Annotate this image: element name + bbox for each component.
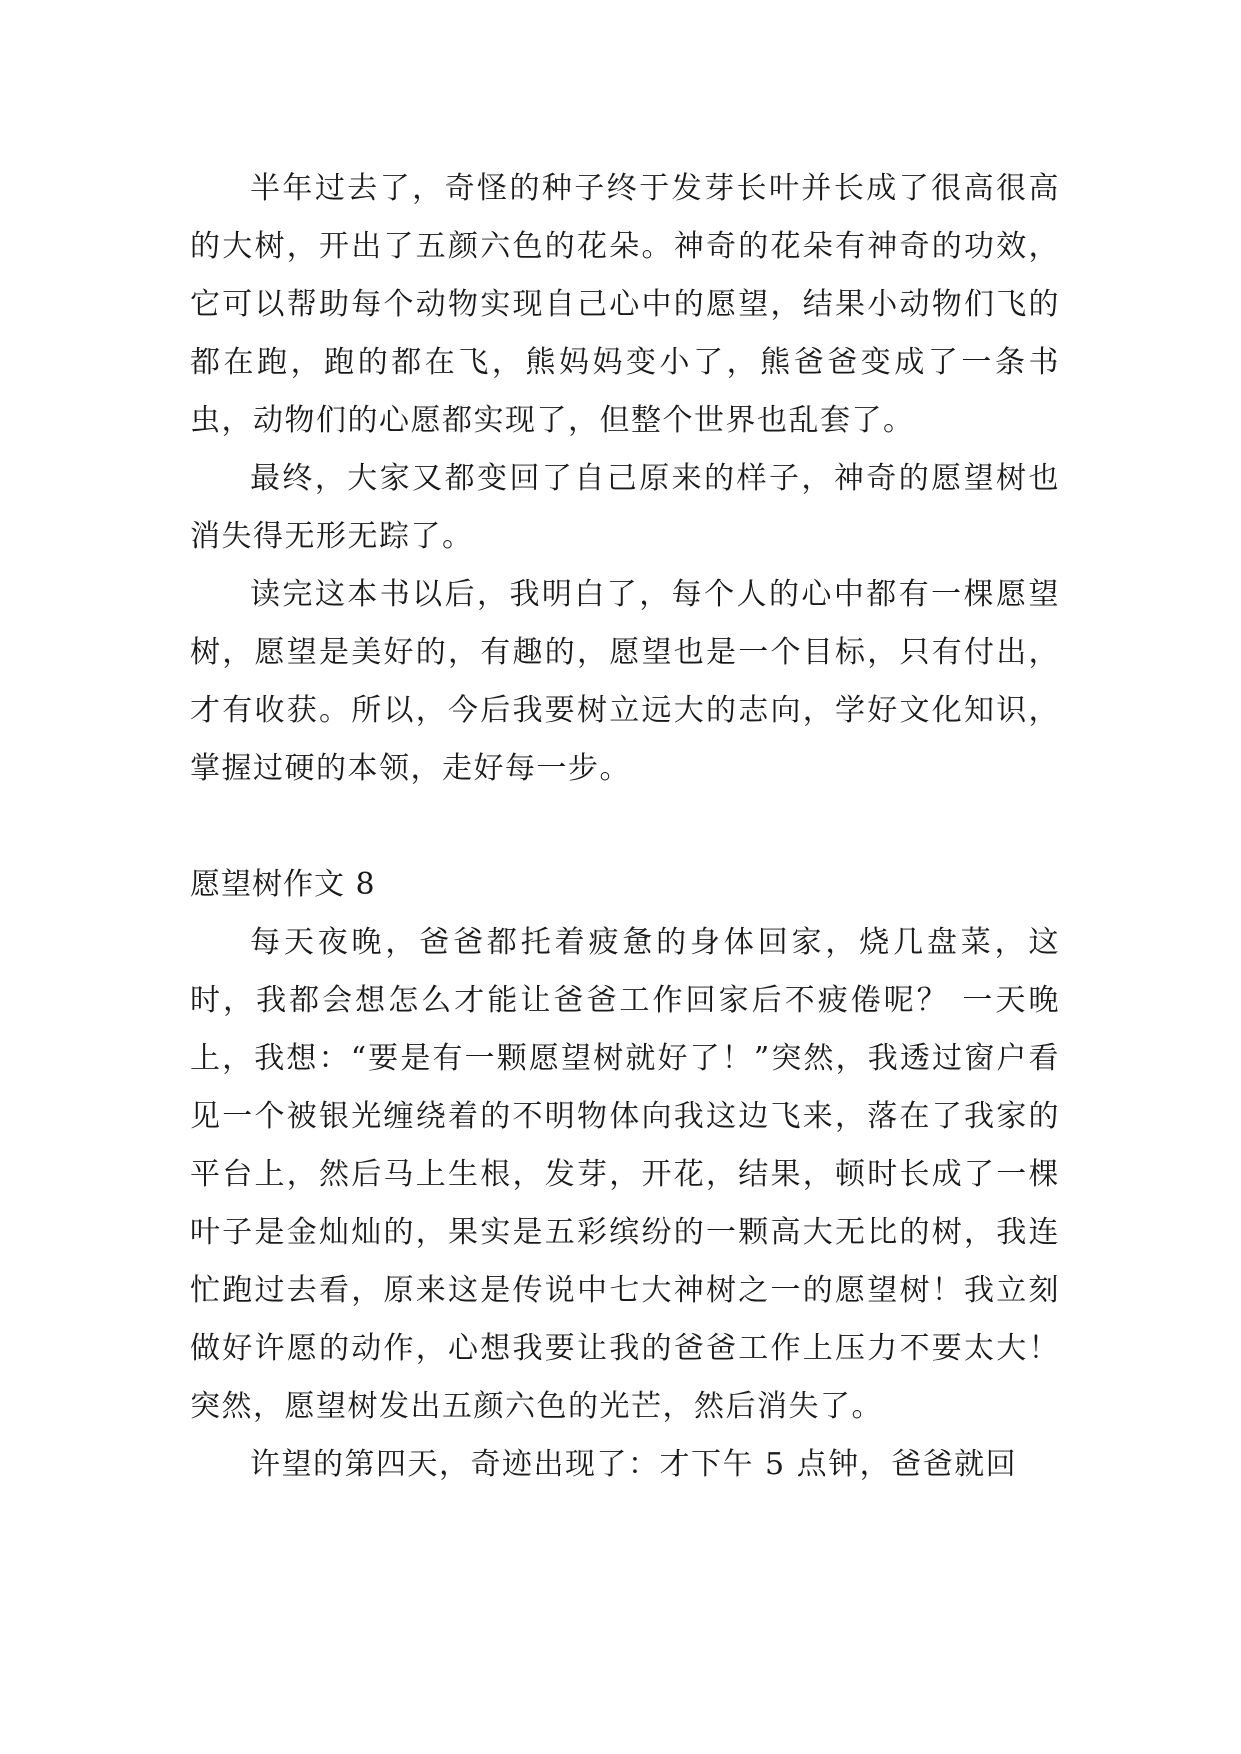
paragraph: 最终，大家又都变回了自己原来的样子，神奇的愿望树也消失得无形无踪了。 — [190, 461, 1060, 554]
paragraph: 每天夜晚，爸爸都托着疲惫的身体回家，烧几盘菜，这时，我都会想怎么才能让爸爸工作回家后不疲倦呢？ 一天晚上，我想：“要是有一颗愿望树就好了！”突然，我透过窗户看见一个被银光缠绕着的不明物体向我这边飞来，落在了我家的平台上，然后马上生根，发芽，开花，结果，顿时长成了一棵叶子是金灿灿的，果实是五彩缤纷的一颗高大无比的树，我连忙跑过去看，原来这是传说中七大神树之一的愿望树！我立刻做好许愿的动作，心想我要让我的爸爸工作上压力不要太大！突然，愿望树发出五颜六色的光芒，然后消失了。 — [190, 925, 1060, 1424]
document-page — [190, 160, 1060, 1494]
paragraph: 许望的第四天，奇迹出现了：才下午 5 点钟，爸爸就回 — [250, 1447, 1018, 1482]
paragraph: 读完这本书以后，我明白了，每个人的心中都有一棵愿望树，愿望是美好的，有趣的，愿望也是一个目标，只有付出，才有收获。所以，今后我要树立远大的志向，学好文化知识，掌握过硬的本领，走好每一步。 — [190, 577, 1060, 786]
paragraph: 半年过去了，奇怪的种子终于发芽长叶并长成了很高很高的大树，开出了五颜六色的花朵。神奇的花朵有神奇的功效，它可以帮助每个动物实现自己心中的愿望，结果小动物们飞的都在跑，跑的都在飞，熊妈妈变小了，熊爸爸变成了一条书虫，动物们的心愿都实现了，但整个世界也乱套了。 — [190, 171, 1060, 438]
section-title: 愿望树作文 8 — [190, 867, 376, 902]
